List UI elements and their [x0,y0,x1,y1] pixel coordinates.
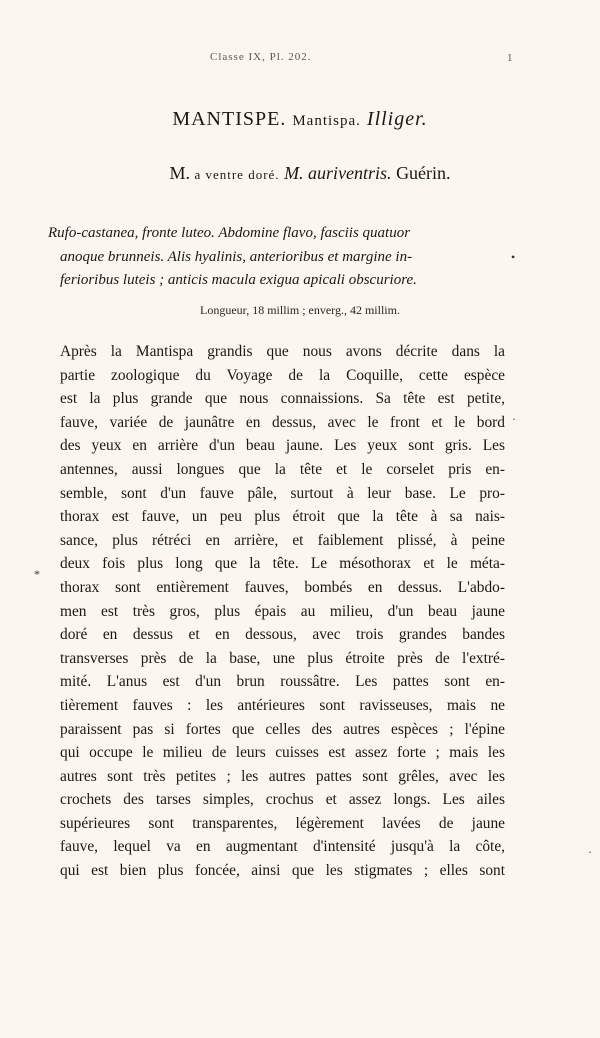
body-line: transverses près de la base, une plus étroite près de l'extré- [60,649,505,667]
body-line: supérieures sont transparentes, légèrement lavées de jaune [60,814,505,832]
page-mark: 1 [507,52,513,64]
margin-mark: · [512,412,516,426]
body-line: est la plus grande que nous connaissions. Sa tête est petite, [60,390,505,408]
margin-mark: • [511,250,516,264]
body-line: antennes, aussi longues que la tête et le corselet pris en- [60,460,505,478]
body-line: autres sont très petites ; les autres pattes sont grêles, avec les [60,767,505,785]
body-line: sance, plus rétréci en arrière, et faiblement plissé, à peine [60,531,505,549]
body-line: Après la Mantispa grandis que nous avons décrite dans la [60,343,505,360]
body-line: qui occupe le milieu de leurs cuisses est assez forte ; mais les [60,744,505,762]
diagnosis-line: Rufo-castanea, fronte luteo. Abdomine flavo, fasciis quatuor [48,225,411,241]
species-author: Guérin. [396,163,451,183]
body-line: men est très gros, plus épais au milieu, d'un beau jaune [60,602,505,620]
body-line: fauve, lequel va en augmentant d'intensité jusqu'à la côte, [60,838,505,856]
margin-mark: · [588,845,592,859]
measurements: Longueur, 18 millim ; enverg., 42 millim. [200,303,400,317]
body-line: semble, sont d'un fauve pâle, surtout à leur base. Le pro- [60,484,505,502]
species-latin-name: M. auriventris. [284,163,392,183]
body-line: crochets des tarses simples, crochus et assez longs. Les ailes [60,791,505,809]
description-body [60,340,505,883]
body-line: thorax sont entièrement fauves, bombés en dessus. L'abdo- [60,578,505,596]
body-line: tièrement fauves : les antérieures sont ravisseuses, mais ne [60,696,505,714]
species-common-name: a ventre doré. [194,167,280,182]
body-line: paraissent pas si fortes que celles des autres espèces ; l'épine [60,720,505,738]
genus-name-french: MANTISPE. [172,108,287,130]
species-heading [90,163,530,184]
body-line: fauve, variée de jaunâtre en dessus, avec le front et le bord [60,413,505,431]
species-prefix: M. [169,163,190,183]
body-line: des yeux en arrière d'un beau jaune. Les yeux sont gris. Les [60,437,505,455]
running-head: Classe IX, Pl. 202. [210,51,312,63]
body-line: doré en dessus et en dessous, avec trois grandes bandes [60,626,505,644]
diagnosis-line: anoque brunneis. Alis hyalinis, anterioribus et margine in- [60,248,413,265]
genus-name-latin: Mantispa. [292,113,361,129]
body-line: qui est bien plus foncée, ainsi que les stigmates ; elles sont [60,862,505,880]
genus-author: Illiger. [366,108,428,130]
body-line: thorax est fauve, un peu plus étroit que la tête à sa nais- [60,508,505,526]
body-line: partie zoologique du Voyage de la Coquille, cette espèce [60,366,505,384]
diagnosis-line: ferioribus luteis ; anticis macula exigua apicali obscuriore. [60,272,417,288]
body-line: deux fois plus long que la tête. Le mésothorax et le méta- [60,555,505,573]
genus-heading [0,108,600,131]
body-line: mité. L'anus est d'un brun roussâtre. Les pattes sont en- [60,673,505,691]
margin-mark: * [34,567,40,581]
latin-diagnosis [48,222,503,293]
